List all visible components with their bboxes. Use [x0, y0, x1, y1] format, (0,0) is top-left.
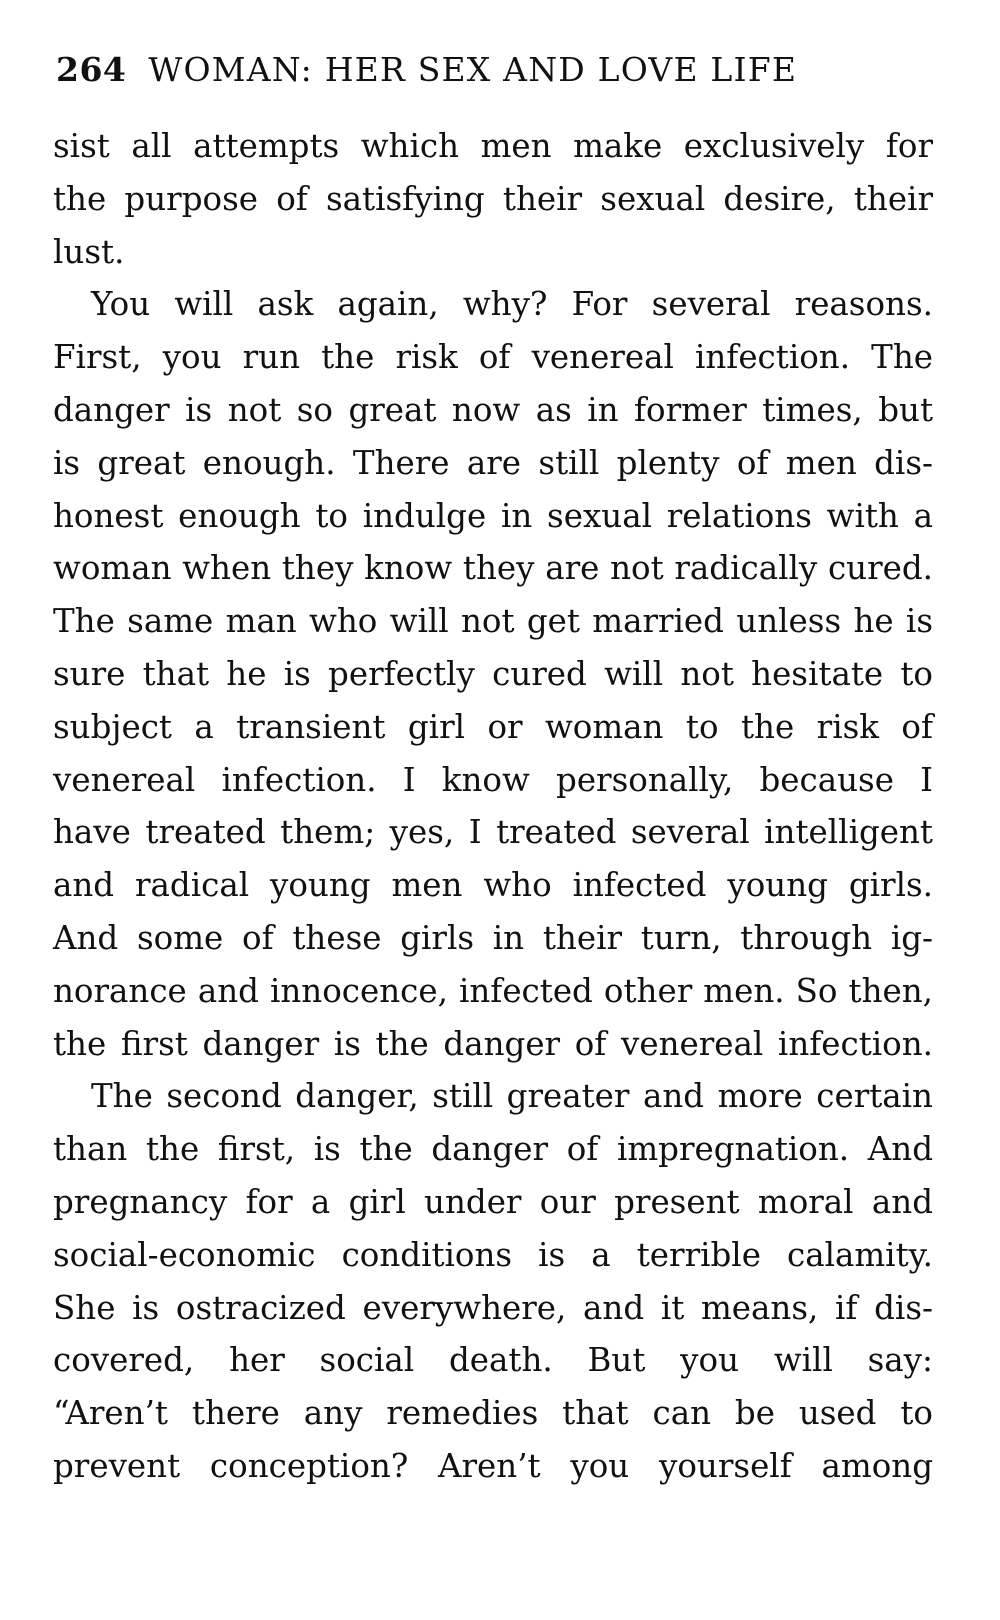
text-line: pregnancy for a girl under our present moral and — [53, 1182, 933, 1221]
text-line: woman when they know they are not radically cured. — [53, 549, 933, 588]
text-line: The second danger, still greater and more certain — [91, 1077, 933, 1116]
text-line: sist all attempts which men make exclusively for — [53, 127, 933, 165]
text-line: venereal infection. I know personally, because I — [53, 760, 933, 799]
text-line: “Aren’t there any remedies that can be used to — [53, 1394, 933, 1433]
text-line: The same man who will not get married unless he is — [53, 602, 933, 641]
text-line: lust. — [53, 232, 125, 271]
text-line: She is ostracized everywhere, and it means, if dis- — [53, 1288, 933, 1327]
paragraph-2 — [53, 278, 933, 1070]
text-line: is great enough. There are still plenty of men dis- — [53, 443, 933, 482]
text-line: norance and innocence, infected other men. So then, — [53, 971, 933, 1010]
page-number: 264 — [56, 50, 127, 89]
paragraph-1 — [53, 120, 933, 278]
text-line: social-economic conditions is a terrible calamity. — [53, 1235, 933, 1274]
text-line: danger is not so great now as in former times, but — [53, 390, 933, 429]
text-line: First, you run the risk of venereal infection. The — [53, 338, 933, 377]
text-line: And some of these girls in their turn, through ig- — [53, 918, 933, 957]
text-line: sure that he is perfectly cured will not hesitate to — [53, 654, 933, 693]
text-line: the purpose of satisfying their sexual desire, their — [53, 179, 933, 218]
text-line: You will ask again, why? For several reasons. — [91, 285, 933, 324]
body-text — [53, 120, 933, 1493]
paragraph-3 — [53, 1070, 933, 1492]
text-line: have treated them; yes, I treated several intelligent — [53, 813, 933, 852]
text-line: covered, her social death. But you will say: — [53, 1341, 933, 1380]
text-line: subject a transient girl or woman to the risk of — [53, 707, 933, 746]
text-line: the first danger is the danger of venereal infection. — [53, 1024, 933, 1063]
text-line: honest enough to indulge in sexual relations with a — [53, 496, 933, 535]
text-line: and radical young men who infected young girls. — [53, 866, 933, 905]
text-line: than the first, is the danger of impregnation. And — [53, 1130, 933, 1169]
page-header — [56, 42, 936, 98]
running-title: WOMAN: HER SEX AND LOVE LIFE — [148, 50, 798, 89]
text-line: prevent conception? Aren’t you yourself among — [53, 1446, 933, 1485]
